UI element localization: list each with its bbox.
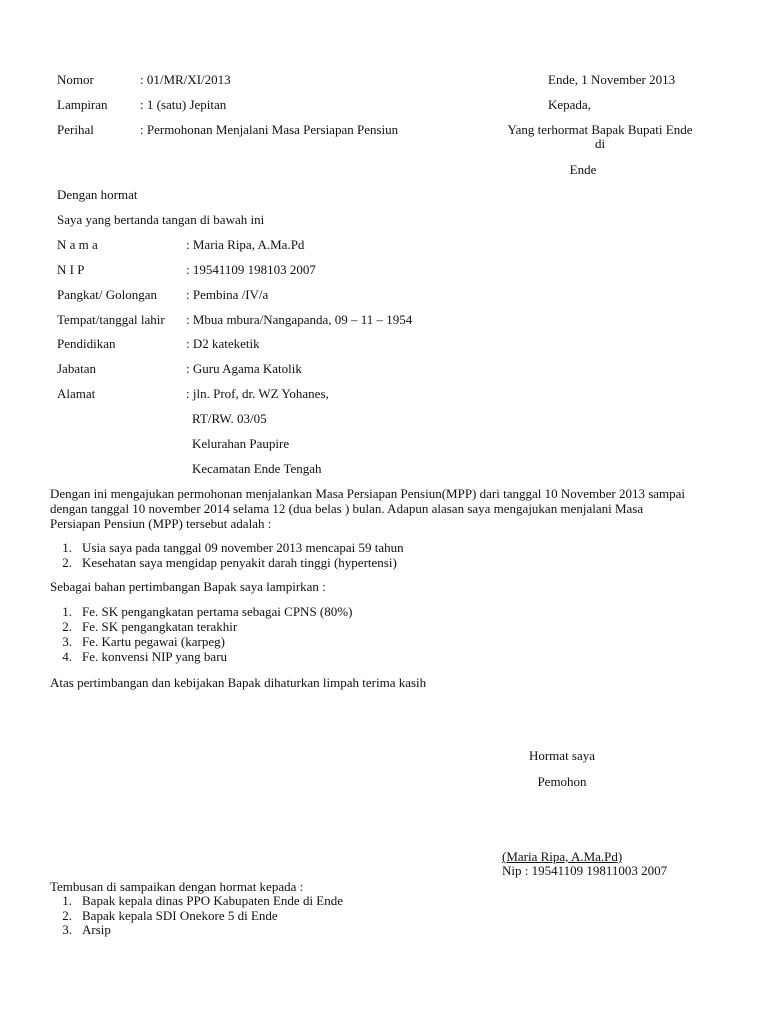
identity-value: : 19541109 198103 2007 [186,262,316,277]
list-item: 1. Fe. SK pengangkatan pertama sebagai CPNS (80%) [62,604,353,619]
field-value-lampiran: : 1 (satu) Jepitan [140,97,227,112]
signer-name: (Maria Ripa, A.Ma.Pd) [502,849,623,864]
intro: Saya yang bertanda tangan di bawah ini [57,212,265,227]
identity-label: Pendidikan [57,336,116,351]
identity-value: : Guru Agama Katolik [186,361,302,376]
list-item: 1. Bapak kepala dinas PPO Kabupaten Ende di Ende [62,893,344,908]
signer-role: Pemohon [537,774,587,789]
identity-label: N a m a [57,237,98,252]
identity-value: : Mbua mbura/Nangapanda, 09 – 11 – 1954 [186,312,413,327]
closing: Atas pertimbangan dan kebijakan Bapak dihaturkan limpah terima kasih [50,675,427,690]
field-value-perihal: : Permohonan Menjalani Masa Persiapan Pensiun [140,122,399,137]
recipient-city: Ende [569,162,597,177]
identity-label: Jabatan [57,361,96,376]
identity-value: : D2 kateketik [186,336,260,351]
identity-label: Alamat [57,386,96,401]
list-item: 2. Fe. SK pengangkatan terakhir [62,619,238,634]
address-line: RT/RW. 03/05 [192,411,267,426]
to-label: Kepada, [548,97,591,112]
body-line: dengan tanggal 10 november 2014 selama 12 (dua belas ) bulan. Adapun alasan saya mengajukan menjalani Masa [50,501,644,516]
list-item: 2. Kesehatan saya mengidap penyakit darah tinggi (hypertensi) [62,555,397,570]
regards: Hormat saya [528,748,596,763]
recipient-di: di [594,136,606,151]
address-line: Kelurahan Paupire [192,436,290,451]
identity-label: Pangkat/ Golongan [57,287,158,302]
address-line: Kecamatan Ende Tengah [192,461,322,476]
cc-intro: Tembusan di sampaikan dengan hormat kepada : [50,879,304,894]
field-label-perihal: Perihal [57,122,94,137]
field-label-nomor: Nomor [57,72,94,87]
body-line: Persiapan Pensiun (MPP) tersebut adalah : [50,516,272,531]
list-item: 1. Usia saya pada tanggal 09 november 2013 mencapai 59 tahun [62,540,404,555]
attachments-intro: Sebagai bahan pertimbangan Bapak saya lampirkan : [50,579,326,594]
list-item: 3. Arsip [62,922,111,937]
field-value-nomor: : 01/MR/XI/2013 [140,72,231,87]
recipient: Yang terhormat Bapak Bupati Ende [507,122,693,137]
list-item: 2. Bapak kepala SDI Onekore 5 di Ende [62,908,278,923]
list-item: 4. Fe. konvensi NIP yang baru [62,649,228,664]
list-item: 3. Fe. Kartu pegawai (karpeg) [62,634,225,649]
identity-value: : jln. Prof, dr. WZ Yohanes, [186,386,329,401]
signer-nip: Nip : 19541109 19811003 2007 [502,863,668,878]
field-label-lampiran: Lampiran [57,97,108,112]
identity-label: N I P [57,262,85,277]
greeting: Dengan hormat [57,187,138,202]
place-date: Ende, 1 November 2013 [548,72,676,87]
body-line: Dengan ini mengajukan permohonan menjalankan Masa Persiapan Pensiun(MPP) dari tanggal 10 November 2013 sampai [50,486,686,501]
identity-value: : Maria Ripa, A.Ma.Pd [186,237,305,252]
identity-label: Tempat/tanggal lahir [57,312,165,327]
identity-value: : Pembina /IV/a [186,287,269,302]
